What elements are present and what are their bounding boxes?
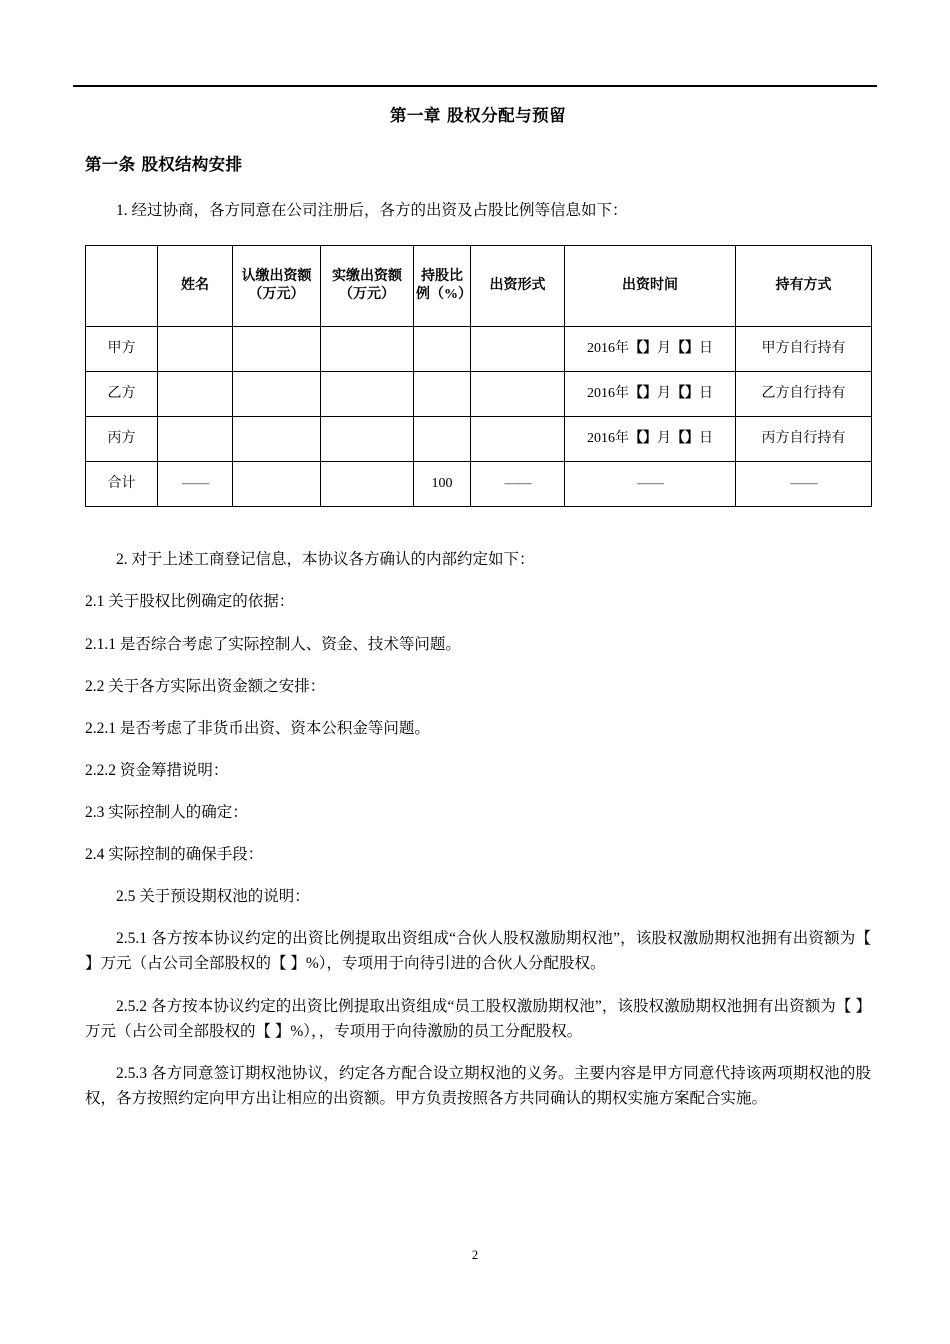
- equity-structure-table: [85, 245, 872, 507]
- document-content: [85, 104, 871, 1128]
- cell-percent: 100: [414, 462, 471, 507]
- clause-2-5-1: 2.5.1 各方按本协议约定的出资比例提取出资组成“合伙人股权激励期权池”，该股权激励期权池拥有出资额为【 】万元（占公司全部股权的【 】%），专项用于向待引进的合伙人分配股权。: [85, 930, 871, 973]
- date-day-label: 日: [699, 431, 713, 447]
- clause-2-2-1: 2.2.1 是否考虑了非货币出资、资本公积金等问题。: [85, 719, 430, 737]
- cell-subscribed: [233, 462, 321, 507]
- clause-2-4: 2.4 实际控制的确保手段：: [85, 846, 264, 864]
- table-row: [86, 417, 872, 462]
- date-month-label: 月: [657, 386, 671, 402]
- cell-holding: 甲方自行持有: [736, 327, 872, 372]
- date-year-number: 2016: [587, 431, 615, 447]
- table-row-total: [86, 462, 872, 507]
- date-month-label: 月: [657, 431, 671, 447]
- chapter-title: 第一章 股权分配与预留: [389, 106, 567, 125]
- article-title: 第一条 股权结构安排: [85, 155, 243, 175]
- date-month-label: 月: [657, 341, 671, 357]
- date-year-number: 2016: [587, 386, 615, 402]
- clause-2-3: 2.3 实际控制人的确定：: [85, 803, 248, 821]
- clause-2-5: 2.5 关于预设期权池的说明：: [116, 888, 310, 906]
- cell-holding: 丙方自行持有: [736, 417, 872, 462]
- cell-paid: [321, 462, 414, 507]
- table-header-cell-name: 姓名: [158, 246, 233, 327]
- clause-2-1: 2.1 关于股权比例确定的依据：: [85, 593, 295, 611]
- clause-2-1-1: 2.1.1 是否综合考虑了实际控制人、资金、技术等问题。: [85, 635, 461, 653]
- table-header-cell-party: [86, 246, 158, 327]
- cell-party: 甲方: [86, 327, 158, 372]
- cell-time: [565, 417, 736, 462]
- date-year-label: 年: [615, 341, 629, 357]
- table-body: [86, 327, 872, 507]
- date-day-blank: 【】: [671, 386, 699, 402]
- clause-2-5-3: 2.5.3 各方同意签订期权池协议，约定各方配合设立期权池的义务。主要内容是甲方同意代持该两项期权池的股权，各方按照约定向甲方出让相应的出资额。甲方负责按照各方共同确认的期权实施方案配合实施。: [85, 1064, 871, 1107]
- table-header-row: [86, 246, 872, 327]
- table-row: [86, 372, 872, 417]
- page-number: 2: [471, 1248, 479, 1262]
- date-day-label: 日: [699, 386, 713, 402]
- clause-2-5-2: 2.5.2 各方按本协议约定的出资比例提取出资组成“员工股权激励期权池”，该股权激励期权池拥有出资额为【 】万元（占公司全部股权的【 】%），，专项用于向待激励的员工分配股权。: [85, 997, 871, 1040]
- clause-2: 2. 对于上述工商登记信息，本协议各方确认的内部约定如下：: [116, 551, 535, 569]
- cell-percent: [414, 372, 471, 417]
- cell-subscribed: [233, 372, 321, 417]
- cell-time: [565, 372, 736, 417]
- date-day-blank: 【】: [671, 431, 699, 447]
- cell-holding: 乙方自行持有: [736, 372, 872, 417]
- table-header-cell-subscribed: 认缴出资额（万元）: [233, 246, 321, 327]
- table-row: [86, 327, 872, 372]
- intro-paragraph: 1. 经过协商，各方同意在公司注册后，各方的出资及占股比例等信息如下：: [116, 202, 628, 220]
- cell-time: ——: [565, 462, 736, 507]
- cell-percent: [414, 327, 471, 372]
- cell-paid: [321, 417, 414, 462]
- cell-subscribed: [233, 417, 321, 462]
- date-year-number: 2016: [587, 341, 615, 357]
- cell-name: ——: [158, 462, 233, 507]
- cell-paid: [321, 327, 414, 372]
- date-day-blank: 【】: [671, 341, 699, 357]
- table-header-cell-percent: 持股比例（%）: [414, 246, 471, 327]
- table-header-cell-paid: 实缴出资额（万元）: [321, 246, 414, 327]
- table-header-cell-form: 出资形式: [471, 246, 565, 327]
- cell-name: [158, 372, 233, 417]
- table-header: [86, 246, 872, 327]
- date-day-label: 日: [699, 341, 713, 357]
- cell-party: 合计: [86, 462, 158, 507]
- table-header-cell-time: 出资时间: [565, 246, 736, 327]
- clause-2-2: 2.2 关于各方实际出资金额之安排：: [85, 677, 326, 695]
- cell-form: [471, 372, 565, 417]
- date-year-label: 年: [615, 386, 629, 402]
- clause-2-2-2: 2.2.2 资金筹措说明：: [85, 761, 229, 779]
- cell-paid: [321, 372, 414, 417]
- cell-form: [471, 417, 565, 462]
- header-rule-divider: [73, 85, 877, 87]
- cell-time: [565, 327, 736, 372]
- date-month-blank: 【】: [629, 341, 657, 357]
- cell-form: [471, 327, 565, 372]
- table-header-cell-holding: 持有方式: [736, 246, 872, 327]
- cell-party: 丙方: [86, 417, 158, 462]
- date-year-label: 年: [615, 431, 629, 447]
- date-month-blank: 【】: [629, 386, 657, 402]
- cell-subscribed: [233, 327, 321, 372]
- cell-holding: ——: [736, 462, 872, 507]
- date-month-blank: 【】: [629, 431, 657, 447]
- cell-name: [158, 417, 233, 462]
- cell-form: ——: [471, 462, 565, 507]
- cell-name: [158, 327, 233, 372]
- cell-percent: [414, 417, 471, 462]
- cell-party: 乙方: [86, 372, 158, 417]
